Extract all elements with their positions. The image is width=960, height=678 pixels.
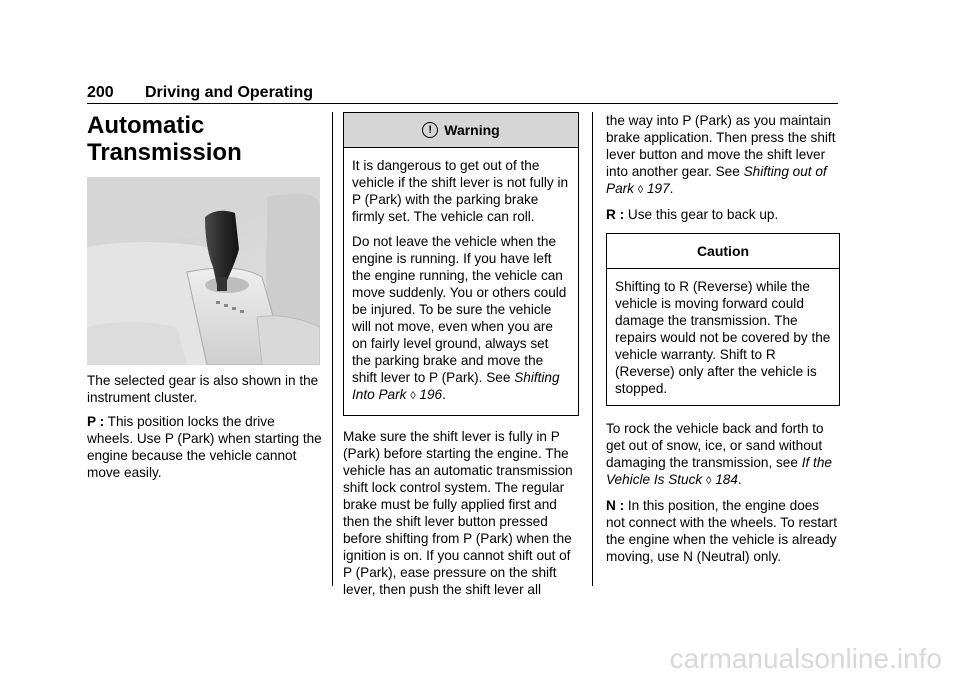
page-ref-icon: ◊ (637, 184, 644, 196)
section-title: Driving and Operating (145, 84, 314, 101)
col1-text (87, 372, 322, 488)
page-ref-icon: ◊ (706, 475, 712, 487)
column-3 (606, 112, 840, 572)
header-rule (87, 103, 838, 104)
xref-title[interactable]: Shifting out of Park (606, 164, 827, 196)
reverse-paragraph (606, 206, 840, 223)
intro-paragraph: The selected gear is also shown in the instrument cluster. (87, 373, 319, 405)
column-divider (332, 112, 333, 586)
page-title (87, 112, 322, 166)
warning-paragraph-text: Do not leave the vehicle when the engine is running. If you have left the engine running, the vehicle can move suddenly. You or others could be injured. To be sure the vehicle will not move, even when you are on fairly level ground, always set the parking brake and move the shift lever to P (Park). See (352, 234, 567, 385)
xref-page[interactable]: 184 (715, 472, 738, 487)
title-line-1: Automatic (87, 112, 205, 139)
neutral-text: In this position, the engine does not connect with the wheels. To restart the engine when the vehicle is already moving, use N (Neutral) only. (606, 498, 837, 564)
park-paragraph (87, 413, 322, 481)
neutral-lead: N : (606, 498, 625, 513)
warning-header (344, 113, 578, 148)
park-lead: P : (87, 414, 105, 429)
warning-body (344, 148, 578, 415)
rock-text: To rock the vehicle back and forth to get out of snow, ice, or sand without damaging the transmission, see (606, 421, 824, 470)
caution-text: Shifting to R (Reverse) while the vehicle is moving forward could damage the transmission. The repairs would not be covered by the vehicle warranty. Shift to R (Reverse) only after the vehicle is stopped. (615, 279, 831, 396)
warning-box (343, 112, 579, 416)
warning-heading: Warning (444, 121, 500, 138)
column-1 (87, 112, 322, 480)
page-number: 200 (87, 84, 114, 101)
xref-page[interactable]: 196 (419, 387, 443, 402)
exclamation-circle-icon: ! (422, 122, 438, 138)
warning-paragraph: It is dangerous to get out of the vehicle if the shift lever is not fully in P (Park) with the parking brake firmly set. The vehicle can roll. (352, 158, 569, 224)
continued-paragraph (606, 112, 840, 199)
punctuation: . (669, 181, 674, 196)
column-divider (592, 112, 593, 586)
shift-lever-photo (87, 177, 320, 365)
reverse-lead: R : (606, 207, 625, 222)
park-text: This position locks the drive wheels. Use P (Park) when starting the engine because the vehicle cannot move easily. (87, 414, 322, 480)
caution-box (606, 233, 840, 406)
caution-body (607, 269, 839, 405)
continued-text: the way into P (Park) as you maintain brake application. Then press the shift lever button and move the shift lever into another gear. See (606, 113, 836, 179)
watermark: carmanualsonline.info (669, 643, 942, 674)
reverse-text: Use this gear to back up. (627, 207, 779, 222)
caution-header (607, 234, 839, 269)
xref-page[interactable]: 197 (646, 181, 670, 196)
shift-lock-paragraph: Make sure the shift lever is fully in P (Park) before starting the engine. The vehicle has an automatic transmission shift lock control system. The regular brake must be fully applied first and then the shift lever button pressed before shifting from P (Park) when the ignition is on. If you cannot shift out of P (Park), ease pressure on the shift lever, then push the shift lever all (343, 429, 573, 597)
title-line-2: Transmission (87, 139, 242, 166)
warning-paragraph (352, 233, 570, 405)
neutral-paragraph (606, 497, 840, 565)
xref-title[interactable]: Shifting Into Park (352, 370, 560, 402)
xref-title[interactable]: If the Vehicle Is Stuck (606, 455, 832, 487)
rock-vehicle-paragraph (606, 420, 840, 490)
punctuation: . (737, 472, 742, 487)
page-ref-icon: ◊ (410, 390, 416, 402)
column-2 (343, 112, 579, 605)
caution-heading: Caution (696, 242, 750, 259)
punctuation: . (442, 387, 446, 402)
